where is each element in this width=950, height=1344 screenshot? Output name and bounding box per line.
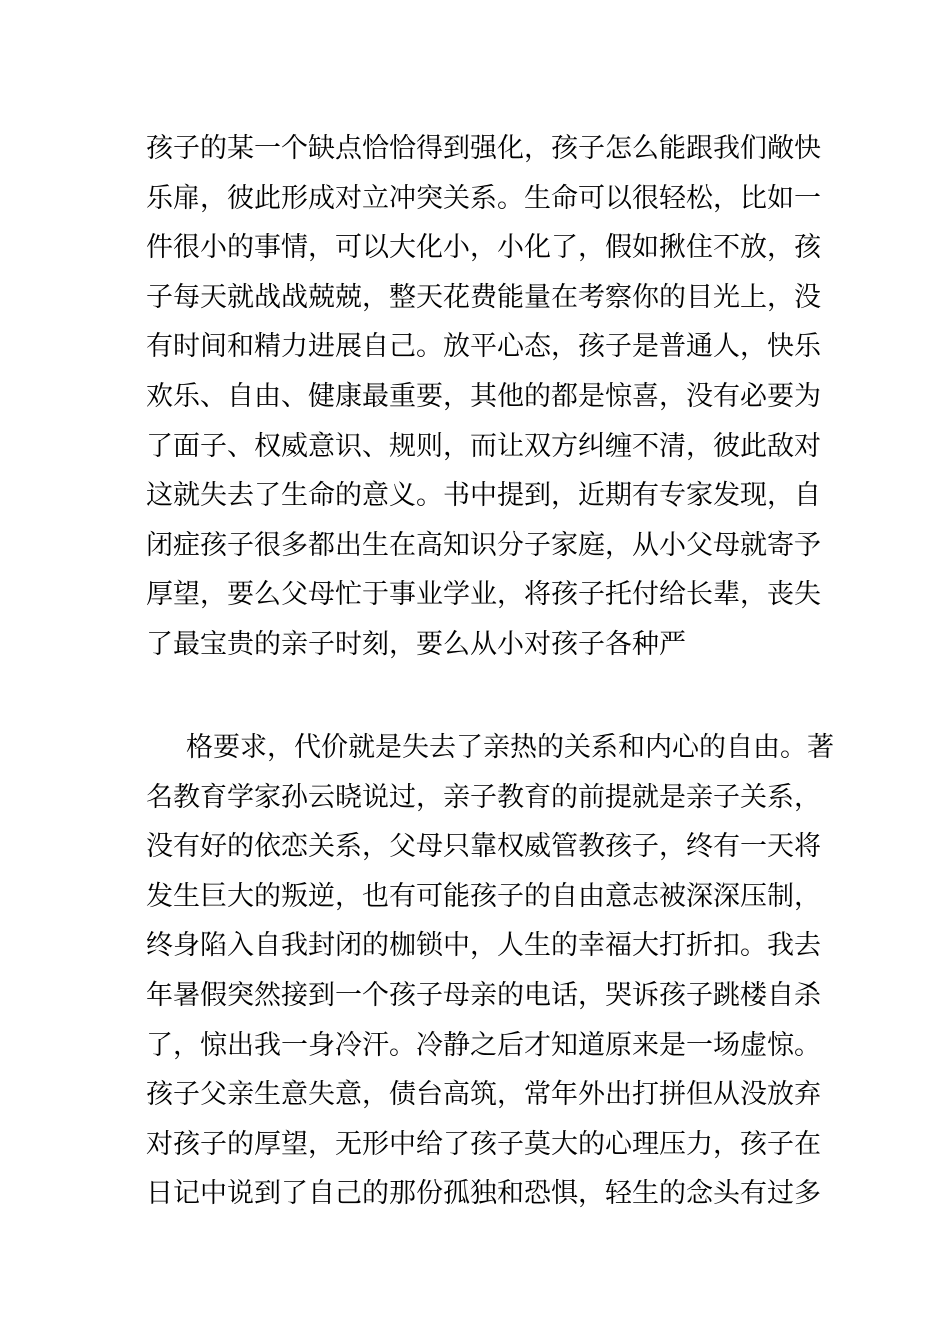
text-line: 对孩子的厚望，无形中给了孩子莫大的心理压力，孩子在 — [146, 1128, 821, 1160]
text-line: 日记中说到了自己的那份孤独和恐惧，轻生的念头有过多 — [146, 1178, 821, 1210]
text-line: 有时间和精力进展自己。放平心态，孩子是普通人，快乐 — [146, 331, 821, 363]
text-line: 格要求，代价就是失去了亲热的关系和内心的自由。著 — [186, 732, 834, 763]
text-line: 孩子的某一个缺点恰恰得到强化，孩子怎么能跟我们敞快 — [146, 133, 821, 164]
paragraph-2 — [146, 723, 834, 1219]
text-line: 闭症孩子很多都出生在高知识分子家庭，从小父母就寄予 — [146, 529, 821, 561]
text-line: 厚望，要么父母忙于事业学业，将孩子托付给长辈，丧失 — [146, 579, 821, 611]
text-line: 这就失去了生命的意义。书中提到，近期有专家发现，自 — [146, 480, 821, 512]
text-line: 名教育学家孙云晓说过，亲子教育的前提就是亲子关系， — [146, 781, 821, 813]
text-line: 乐扉，彼此形成对立冲突关系。生命可以很轻松，比如一 — [146, 182, 821, 214]
text-line: 子每天就战战兢兢，整天花费能量在考察你的目光上，没 — [146, 281, 821, 313]
paragraph-1 — [146, 124, 821, 670]
text-line: 了面子、权威意识、规则，而让双方纠缠不清，彼此敌对 — [146, 430, 821, 462]
text-line: 终身陷入自我封闭的枷锁中，人生的幸福大打折扣。我去 — [146, 930, 821, 962]
text-line: 件很小的事情，可以大化小，小化了，假如揪住不放，孩 — [146, 232, 821, 264]
text-line: 没有好的依恋关系，父母只靠权威管教孩子，终有一天将 — [146, 831, 821, 863]
text-line: 欢乐、自由、健康最重要，其他的都是惊喜，没有必要为 — [146, 380, 821, 412]
text-line: 发生巨大的叛逆，也有可能孩子的自由意志被深深压制， — [146, 880, 821, 912]
text-line: 年暑假突然接到一个孩子母亲的电话，哭诉孩子跳楼自杀 — [146, 979, 821, 1011]
text-line: 孩子父亲生意失意，债台高筑，常年外出打拼但从没放弃 — [146, 1079, 821, 1111]
text-line: 了最宝贵的亲子时刻，要么从小对孩子各种严 — [146, 628, 686, 660]
text-line: 了，惊出我一身冷汗。冷静之后才知道原来是一场虚惊。 — [146, 1029, 821, 1061]
